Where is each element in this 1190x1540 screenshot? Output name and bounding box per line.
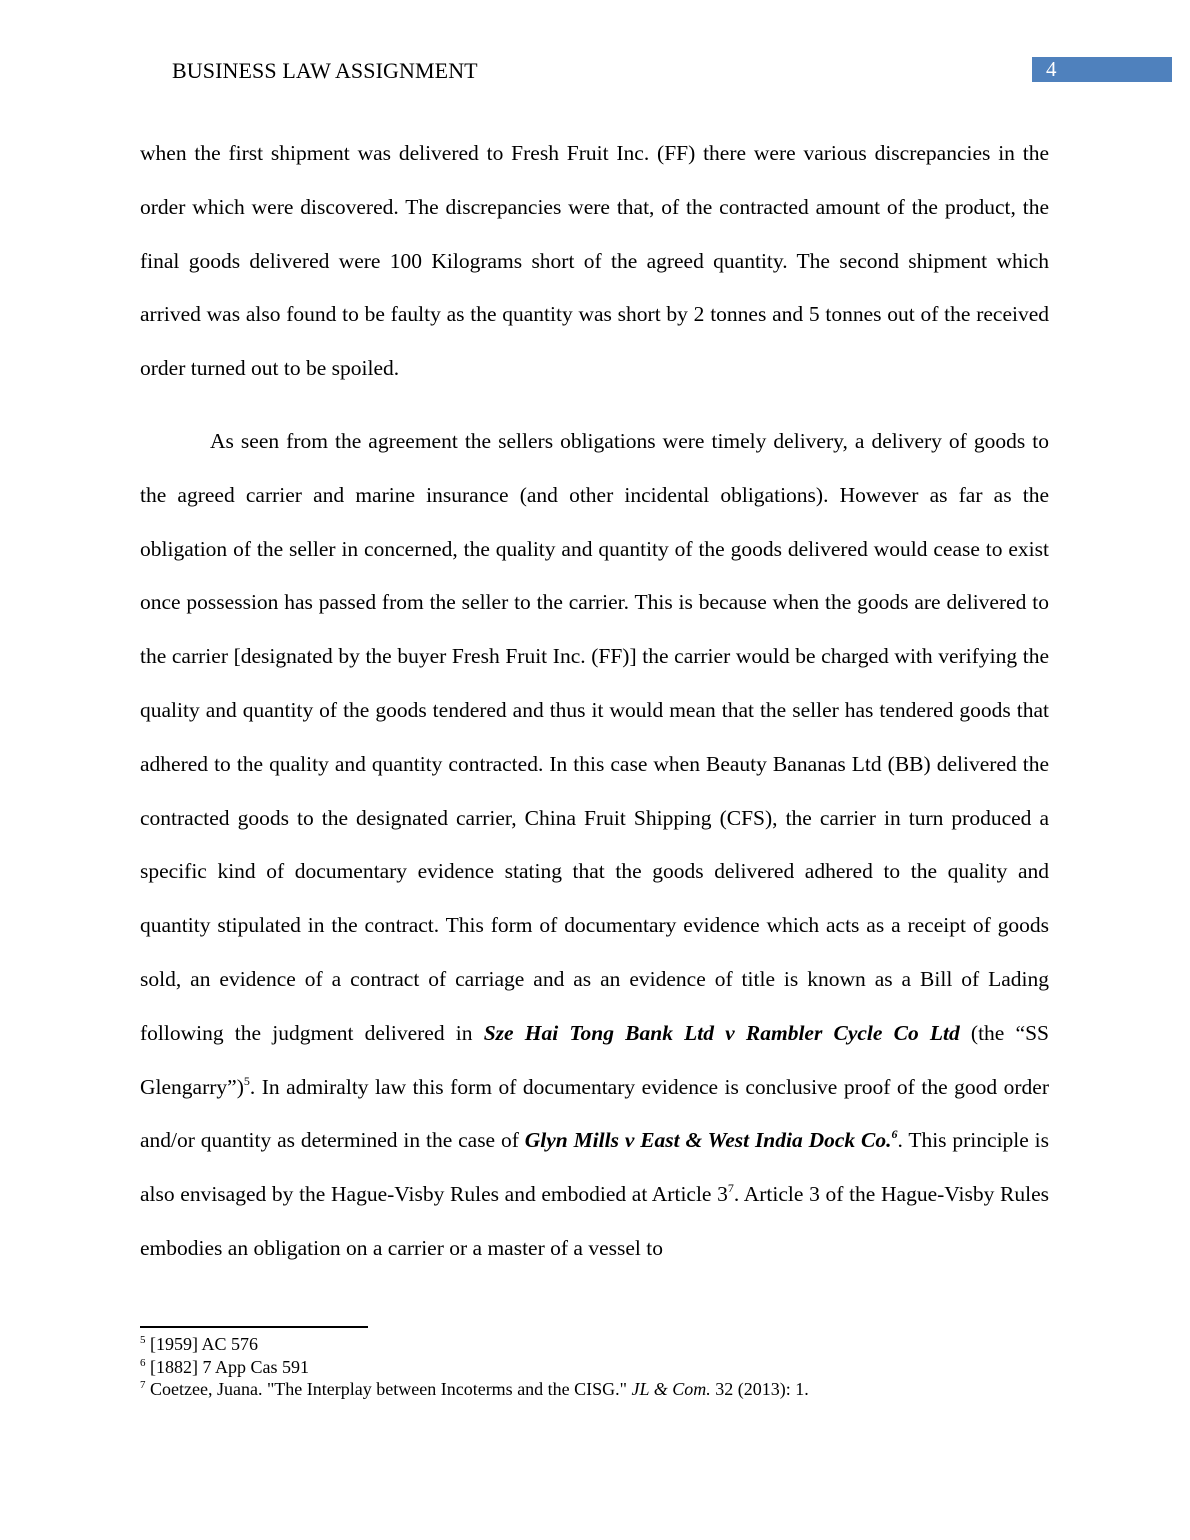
paragraph-text: . This principle is also envisaged by the Hague-Visby Rules and embodied at Article 3 [140, 1128, 1050, 1207]
paragraph-text: . Article 3 of the Hague-Visby Rules embodies an obligation on a carrier or a master of a vessel to [140, 1182, 1049, 1260]
footnote [140, 1333, 1049, 1356]
paragraph-text: (the “SS Glengarry”) [140, 1020, 1049, 1099]
case-citation: Sze Hai Tong Bank Ltd v Rambler Cycle Co Ltd [483, 1020, 960, 1045]
running-header-title: BUSINESS LAW ASSIGNMENT [172, 58, 478, 83]
paragraph-text: . In admiralty law this form of documentary evidence is conclusive proof of the good order and/or quantity as determined in the case of [140, 1074, 1049, 1153]
footnote-number: 7 [140, 1379, 146, 1391]
footnote-reference[interactable]: 6 [891, 1127, 898, 1142]
footnote-text: Coetzee, Juana. "The Interplay between Incoterms and the CISG." [150, 1379, 632, 1399]
footnote [140, 1356, 1049, 1379]
footnote-reference[interactable]: 5 [243, 1073, 250, 1088]
page-number-badge: 4 [1032, 57, 1172, 82]
footnote-text: [1959] AC 576 [150, 1334, 258, 1354]
footnote-number: 6 [140, 1356, 146, 1369]
body-paragraph [140, 415, 1049, 1276]
footnote-number: 5 [140, 1334, 146, 1346]
footnote [140, 1378, 1049, 1401]
footnote-separator [140, 1326, 368, 1328]
footnotes [140, 1333, 1049, 1401]
body-paragraph: when the first shipment was delivered to Fresh Fruit Inc. (FF) there were various discrepancies in the order which were discovered. The discrepancies were that, of the contracted amount of the product, the final goods delivered were 100 Kilograms short of the agreed quantity. The second shipment which arrived was also found to be faulty as the quantity was short by 2 tonnes and 5 tonnes out of the received order turned out to be spoiled. [140, 141, 1049, 381]
journal-name: JL & Com. [631, 1379, 711, 1399]
case-citation-text: Glyn Mills v East & West India Dock Co. [524, 1128, 892, 1153]
paragraph-text: As seen from the agreement the sellers obligations were timely delivery, a delivery of goods to the agreed carrier and marine insurance (and other incidental obligations). However as far as the obligation of the seller in concerned, the quality and quantity of the goods delivered would cease to exist once possession has passed from the seller to the carrier. This is because when the goods are delivered to the carrier [designated by the buyer Fresh Fruit Inc. (FF)] the carrier would be charged with verifying the quality and quantity of the goods tendered and thus it would mean that the seller has tendered goods that adhered to the quality and quantity contracted. In this case when Beauty Bananas Ltd (BB) delivered the contracted goods to the designated carrier, China Fruit Shipping (CFS), the carrier in turn produced a specific kind of documentary evidence stating that the goods delivered adhered to the quality and quantity stipulated in the contract. This form of documentary evidence which acts as a receipt of goods sold, an evidence of a contract of carriage and as an evidence of title is known as a Bill of Lading following the judgment delivered in [140, 428, 1049, 1045]
footnote-reference[interactable]: 7 [727, 1181, 734, 1196]
footnote-text: 32 (2013): 1. [710, 1379, 809, 1399]
case-citation [525, 1128, 898, 1152]
document-body [140, 127, 1049, 1276]
footnote-text: [1882] 7 App Cas 591 [150, 1356, 309, 1377]
